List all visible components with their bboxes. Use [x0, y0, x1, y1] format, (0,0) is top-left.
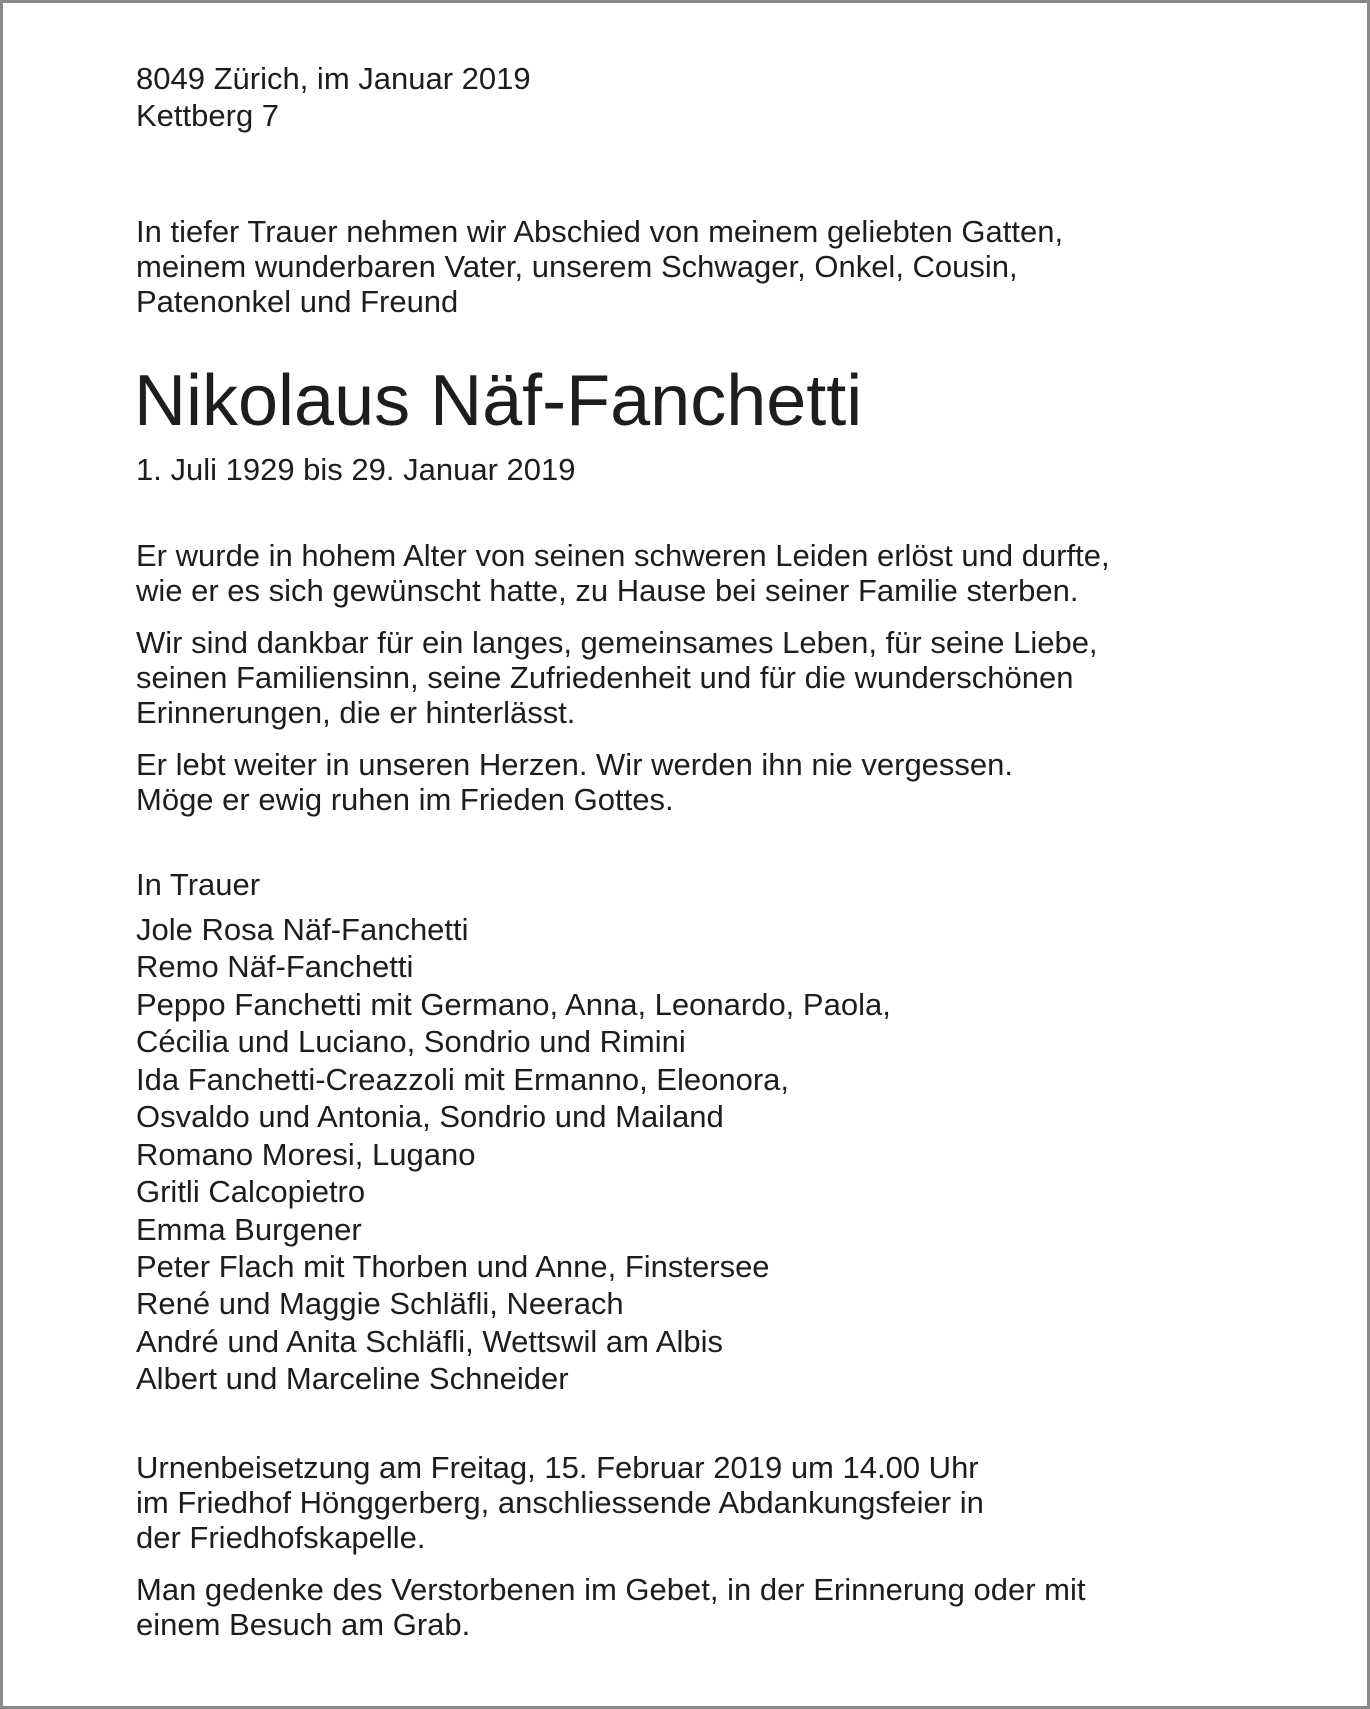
ceremony-paragraph — [136, 1450, 984, 1555]
list-item: Ida Fanchetti-Creazzoli mit Ermanno, Eleonora, — [136, 1061, 790, 1097]
list-item: André und Anita Schläfli, Wettswil am Albis — [136, 1323, 723, 1359]
text-line: im Friedhof Hönggerberg, anschliessende Abdankungsfeier in — [136, 1485, 984, 1520]
list-item: Albert und Marceline Schneider — [136, 1361, 569, 1397]
text-line: seinen Familiensinn, seine Zufriedenheit und für die wunderschönen — [136, 660, 1074, 695]
list-item: Gritli Calcopietro — [136, 1174, 366, 1210]
list-item: Emma Burgener — [136, 1211, 362, 1247]
text-line: 1. Juli 1929 bis 29. Januar 2019 — [136, 452, 576, 487]
deceased-name: Nikolaus Näf-Fanchetti — [134, 361, 863, 441]
mourners-heading — [136, 867, 260, 902]
text-line: einem Besuch am Grab. — [136, 1607, 471, 1642]
list-item: Remo Näf-Fanchetti — [136, 949, 414, 985]
list-item: Cécilia und Luciano, Sondrio und Rimini — [136, 1024, 686, 1060]
closing-paragraph — [136, 1572, 1086, 1642]
text-line: Er lebt weiter in unseren Herzen. Wir werden ihn nie vergessen. — [136, 747, 1014, 782]
list-item: Peter Flach mit Thorben und Anne, Finstersee — [136, 1248, 770, 1284]
text-line: Urnenbeisetzung am Freitag, 15. Februar 2019 um 14.00 Uhr — [136, 1450, 979, 1485]
text-line: meinem wunderbaren Vater, unserem Schwager, Onkel, Cousin, — [136, 249, 1018, 284]
paragraph-1 — [136, 538, 1110, 608]
address: Kettberg 7 — [136, 98, 280, 133]
text-line: Erinnerungen, die er hinterlässt. — [136, 695, 576, 730]
paragraph-2 — [136, 625, 1098, 730]
place-date: 8049 Zürich, im Januar 2019 — [136, 61, 531, 96]
header-block — [136, 61, 531, 133]
paragraph-3 — [136, 747, 1013, 817]
text-line: In tiefer Trauer nehmen wir Abschied von meinem geliebten Gatten, — [136, 214, 1064, 249]
text-line: Möge er ewig ruhen im Frieden Gottes. — [136, 782, 674, 817]
list-item: Romano Moresi, Lugano — [136, 1136, 476, 1172]
intro-paragraph — [136, 214, 1063, 319]
life-dates — [136, 452, 575, 487]
list-item: René und Maggie Schläfli, Neerach — [136, 1286, 624, 1322]
text-line: der Friedhofskapelle. — [136, 1520, 426, 1555]
text-line: Wir sind dankbar für ein langes, gemeinsames Leben, für seine Liebe, — [136, 625, 1098, 660]
text-line: wie er es sich gewünscht hatte, zu Hause bei seiner Familie sterben. — [136, 573, 1079, 608]
list-item: Osvaldo und Antonia, Sondrio und Mailand — [136, 1099, 724, 1135]
text-line: Man gedenke des Verstorbenen im Gebet, in der Erinnerung oder mit — [136, 1572, 1086, 1607]
list-item: Jole Rosa Näf-Fanchetti — [136, 912, 469, 947]
text-line: In Trauer — [136, 867, 261, 902]
text-line: Er wurde in hohem Alter von seinen schweren Leiden erlöst und durfte, — [136, 538, 1110, 573]
mourners-list — [136, 911, 891, 1398]
list-item: Peppo Fanchetti mit Germano, Anna, Leonardo, Paola, — [136, 986, 891, 1022]
text-line: Patenonkel und Freund — [136, 284, 459, 319]
